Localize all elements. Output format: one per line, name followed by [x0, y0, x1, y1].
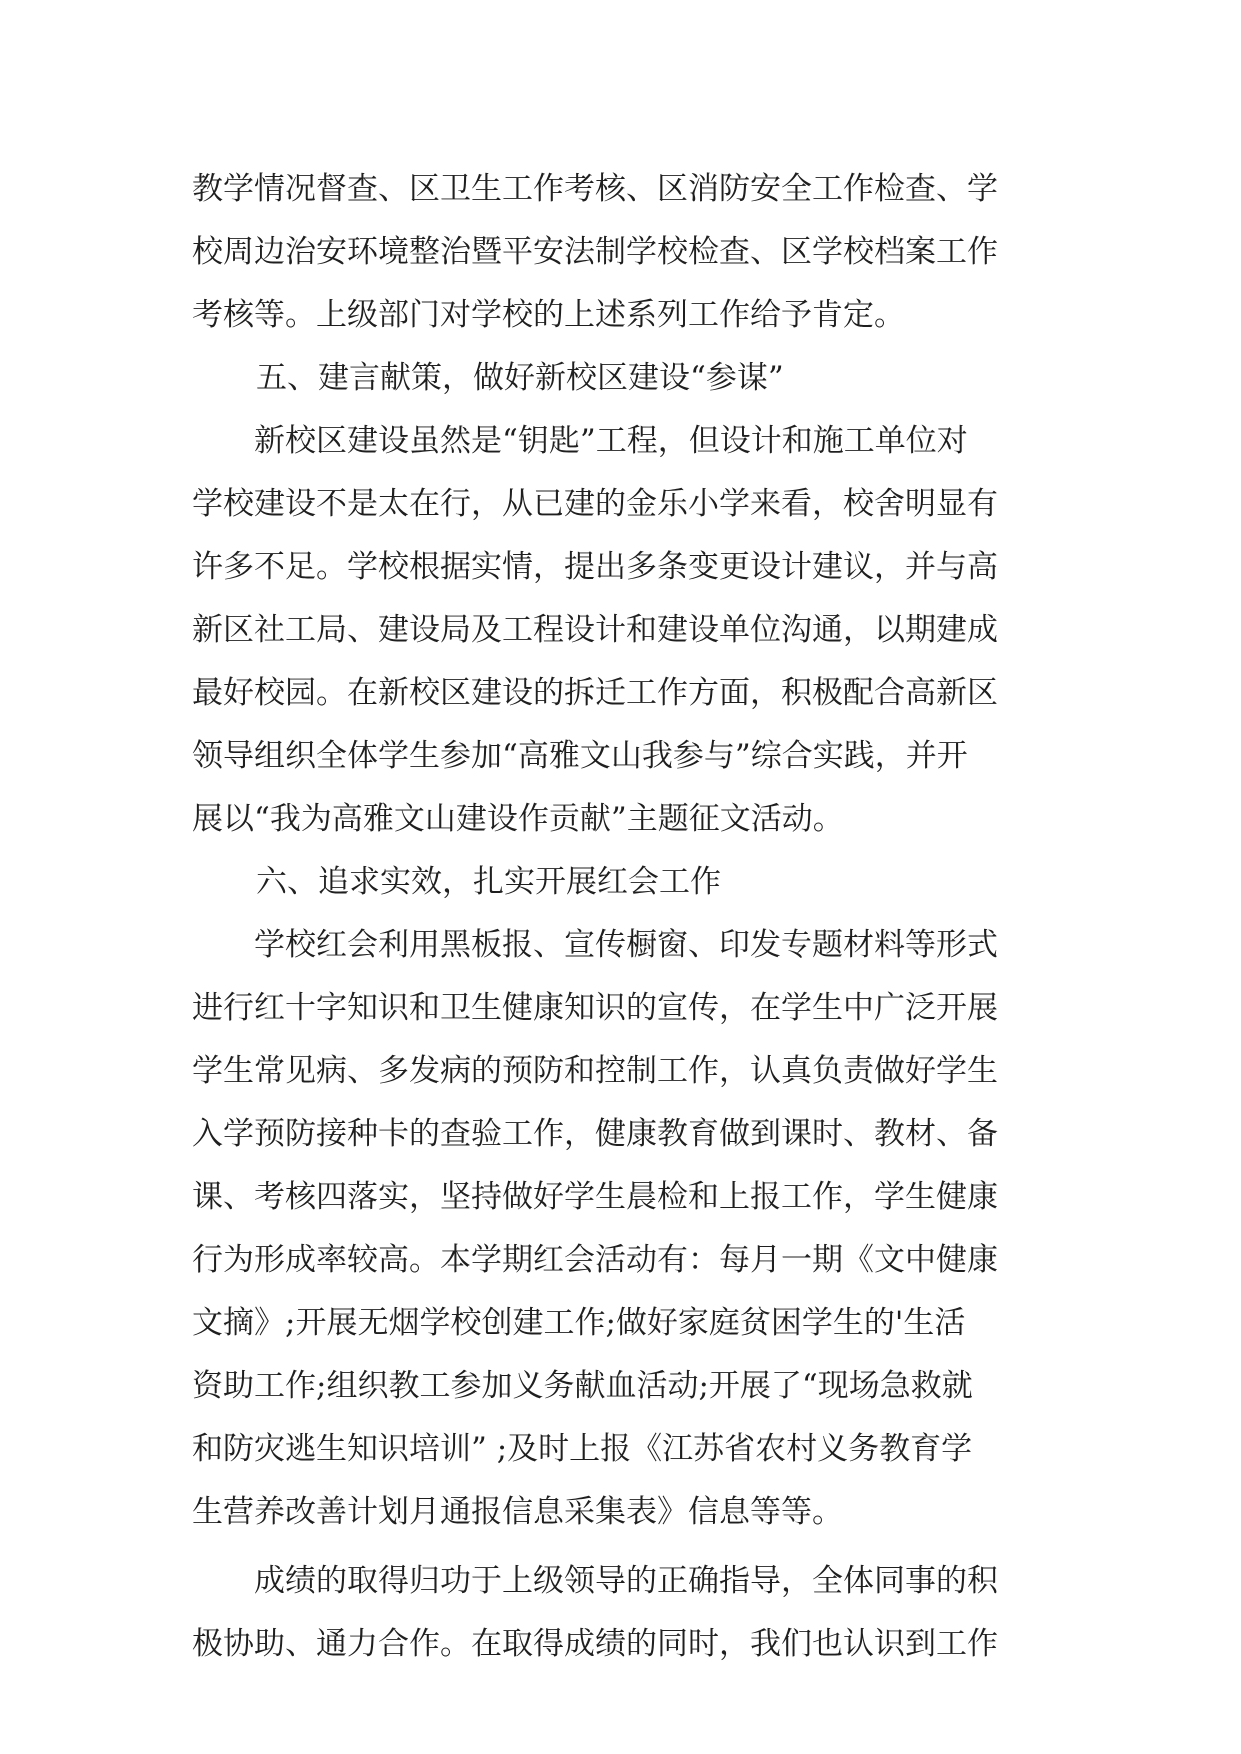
text-line: 生营养改善计划月通报信息采集表》信息等等。	[192, 1494, 843, 1530]
text-line: 展以“我为高雅文山建设作贡献”主题征文活动。	[192, 801, 844, 837]
text-line: 教学情况督查、区卫生工作考核、区消防安全工作检查、学	[192, 171, 998, 207]
section-heading	[192, 851, 1050, 914]
text-line: 行为形成率较高。本学期红会活动有：每月一期《文中健康	[192, 1242, 998, 1278]
text-line: 六、追求实效，扎实开展红会工作	[256, 864, 721, 900]
text-line: 新校区建设虽然是“钥匙”工程，但设计和施工单位对	[192, 423, 968, 459]
text-line: 新区社工局、建设局及工程设计和建设单位沟通，以期建成	[192, 612, 998, 648]
text-line: 学生常见病、多发病的预防和控制工作，认真负责做好学生	[192, 1053, 998, 1089]
paragraph	[192, 158, 1050, 347]
text-line: 五、建言献策，做好新校区建设“参谋”	[256, 360, 784, 396]
text-line: 学校建设不是太在行，从已建的金乐小学来看，校舍明显有	[192, 486, 998, 522]
text-line: 极协助、通力合作。在取得成绩的同时，我们也认识到工作	[192, 1626, 998, 1662]
document-page	[192, 158, 1050, 1676]
text-line: 进行红十字知识和卫生健康知识的宣传，在学生中广泛开展	[192, 990, 998, 1026]
document-body	[192, 158, 1050, 1676]
text-line: 考核等。上级部门对学校的上述系列工作给予肯定。	[192, 297, 905, 333]
text-line: 许多不足。学校根据实情，提出多条变更设计建议，并与高	[192, 549, 998, 585]
section-heading	[192, 347, 1050, 410]
text-line: 课、考核四落实，坚持做好学生晨检和上报工作，学生健康	[192, 1179, 998, 1215]
text-line: 和防灾逃生知识培训” ;及时上报《江苏省农村义务教育学	[192, 1431, 973, 1467]
paragraph	[192, 914, 1050, 1544]
text-line: 最好校园。在新校区建设的拆迁工作方面，积极配合高新区	[192, 675, 998, 711]
text-line: 校周边治安环境整治暨平安法制学校检查、区学校档案工作	[192, 234, 998, 270]
text-line: 入学预防接种卡的查验工作，健康教育做到课时、教材、备	[192, 1116, 998, 1152]
paragraph	[192, 1550, 1050, 1676]
paragraph	[192, 410, 1050, 851]
text-line: 领导组织全体学生参加“高雅文山我参与”综合实践，并开	[192, 738, 968, 774]
text-line: 成绩的取得归功于上级领导的正确指导，全体同事的积	[192, 1563, 998, 1599]
text-line: 文摘》;开展无烟学校创建工作;做好家庭贫困学生的'生活	[192, 1305, 966, 1341]
text-line: 资助工作;组织教工参加义务献血活动;开展了“现场急救就	[192, 1368, 973, 1404]
text-line: 学校红会利用黑板报、宣传橱窗、印发专题材料等形式	[192, 927, 998, 963]
